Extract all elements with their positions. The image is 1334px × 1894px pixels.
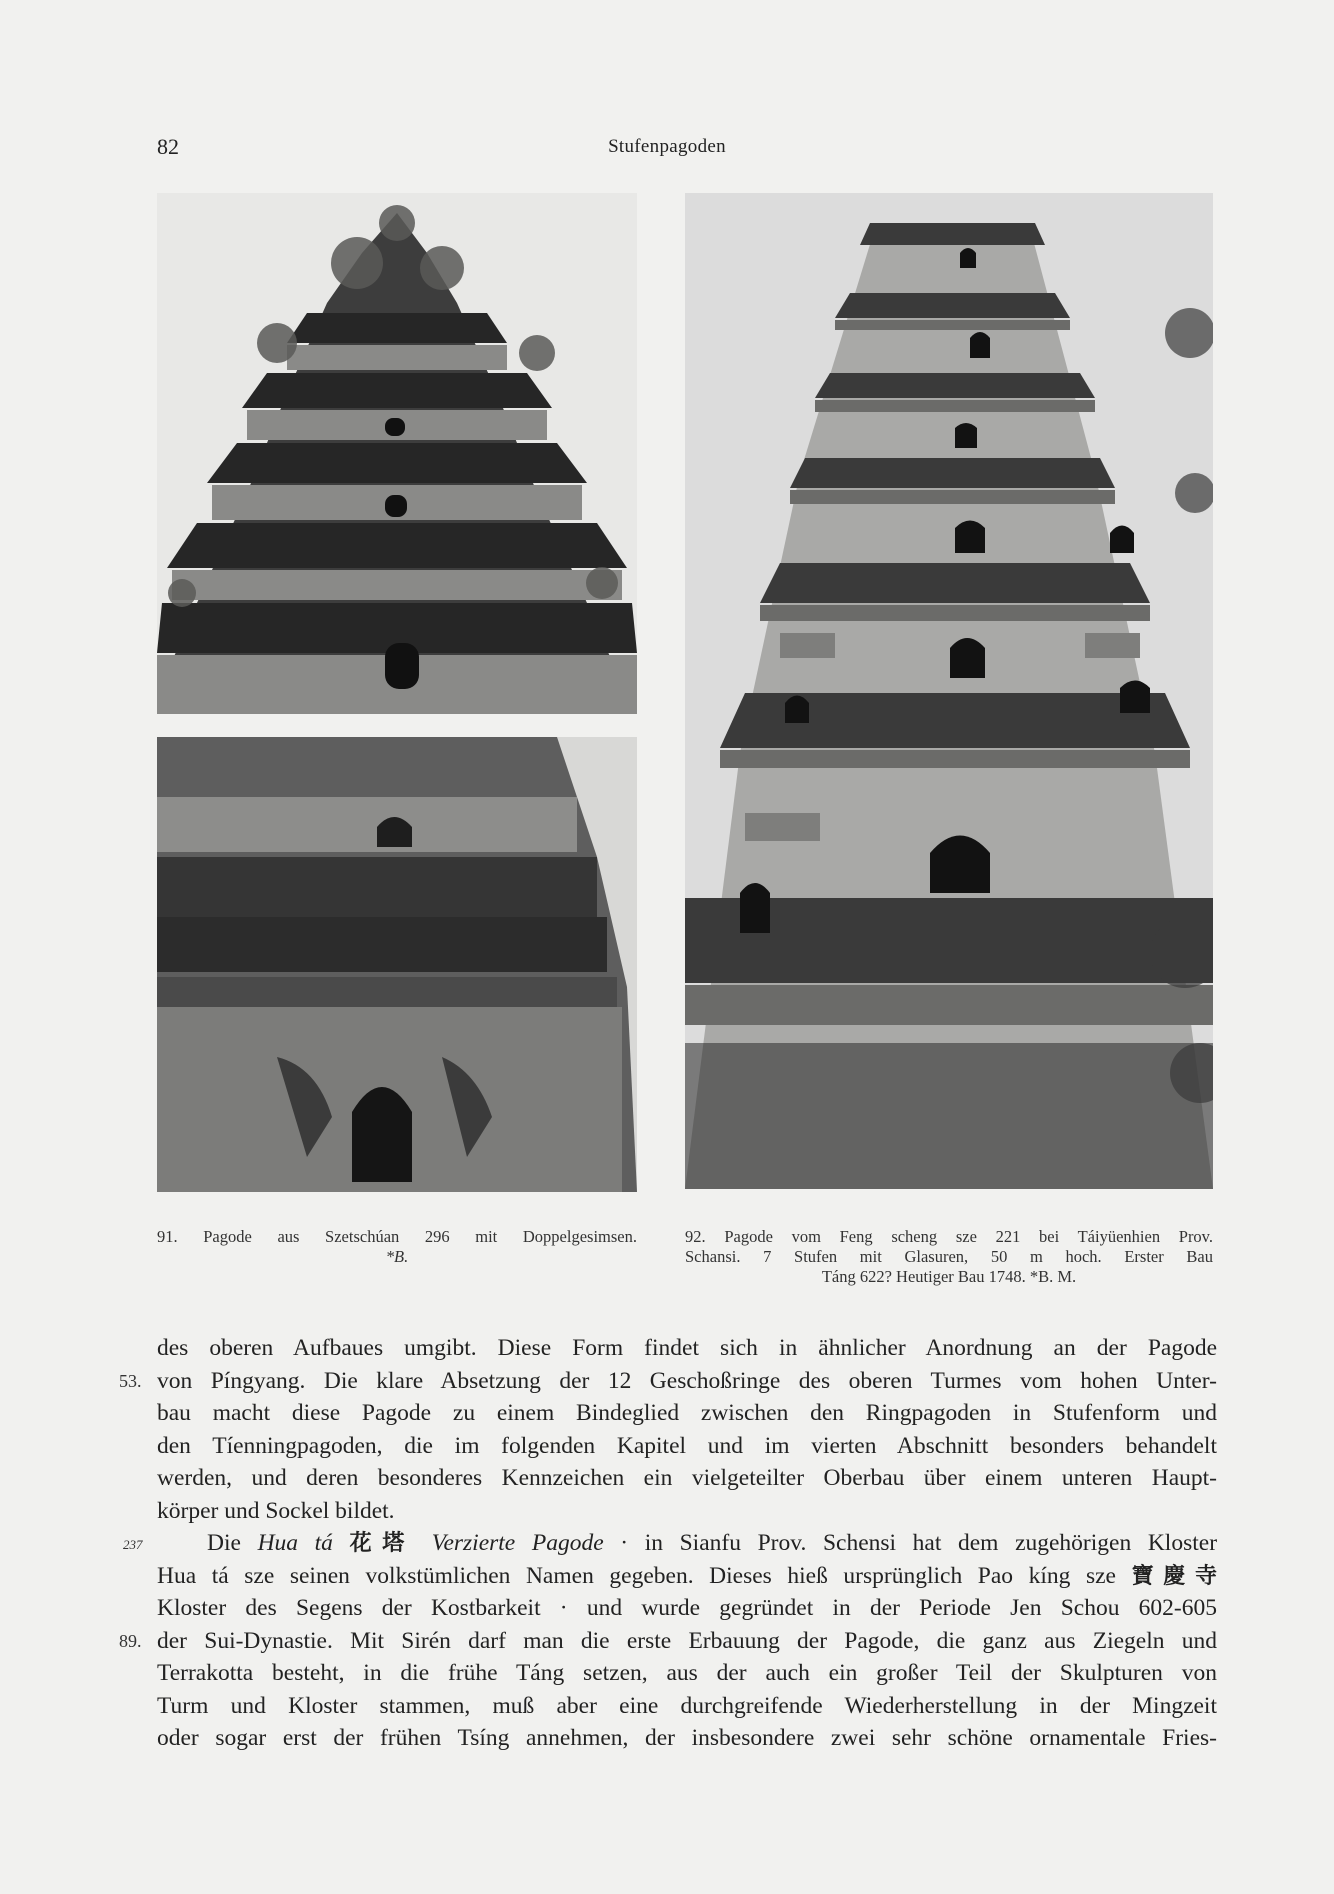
figure-91-credit: *B. <box>385 1247 409 1266</box>
chinese-characters: 寶慶寺 <box>1131 1563 1217 1589</box>
body-text <box>119 1332 1218 1755</box>
figure-91-caption: 91. Pagode aus Szetschúan 296 mit Doppelgesimsen. <box>157 1227 637 1246</box>
text-line: Turm und Kloster stammen, muß aber eine durchgreifende Wiederherstellung in der Mingzeit <box>157 1692 1217 1719</box>
figure-92-caption-line: Schansi. 7 Stufen mit Glasuren, 50 m hoch. Erster Bau <box>685 1247 1213 1266</box>
figure-92-caption-line: Táng 622? Heutiger Bau 1748. *B. M. <box>821 1267 1077 1286</box>
text-line: bau macht diese Pagode zu einem Bindeglied zwischen den Ringpagoden in Stufenform und <box>157 1400 1217 1426</box>
text-line-content: von Píngyang. Die klare Absetzung der 12 Geschoßringe des oberen Turmes vom hohen Unter- <box>157 1367 1217 1394</box>
text-line <box>119 1365 1217 1398</box>
photo-pagoda-feng-scheng-sze <box>685 193 1213 1189</box>
text-line: des oberen Aufbaues umgibt. Diese Form findet sich in ähnlicher Anordnung an der Pagode <box>157 1335 1217 1361</box>
term-translation: Verzierte Pagode <box>431 1530 604 1556</box>
text-line-content: der Sui-Dynastie. Mit Sirén darf man die erste Erbauung der Pagode, die ganz aus Ziegeln und <box>157 1627 1217 1654</box>
text-line: Terrakotta besteht, in die frühe Táng setzen, aus der auch ein großer Teil der Skulpturen von <box>157 1660 1217 1686</box>
text-fragment: · in Sianfu Prov. Schensi hat dem zugehörigen Kloster <box>603 1530 1218 1556</box>
margin-reference: 89. <box>119 1630 142 1651</box>
chinese-characters: 花塔 <box>349 1531 416 1556</box>
text-line <box>157 1560 1217 1593</box>
term-hua-ta: Hua tá <box>257 1530 333 1556</box>
photo-pagoda-szetschuan-detail <box>157 737 637 1192</box>
text-line <box>123 1527 1218 1560</box>
page-number: 82 <box>157 134 179 159</box>
text-line <box>119 1625 1217 1658</box>
running-title: Stufenpagoden <box>608 136 726 157</box>
margin-reference: 237 <box>123 1537 143 1552</box>
figure-92-caption-line: 92. Pagode vom Feng scheng sze 221 bei Táiyüenhien Prov. <box>685 1227 1213 1246</box>
margin-reference: 53. <box>119 1370 142 1391</box>
text-line: körper und Sockel bildet. <box>157 1497 395 1524</box>
figure-92-caption <box>685 1227 1213 1287</box>
text-line: den Tíenningpagoden, die im folgenden Kapitel und im vierten Abschnitt besonders behandelt <box>157 1432 1217 1459</box>
text-line: werden, und deren besonderes Kennzeichen ein vielgeteilter Oberbau über einem unteren Haupt- <box>157 1465 1217 1491</box>
text-line: Kloster des Segens der Kostbarkeit · und wurde gegründet in der Periode Jen Schou 602-605 <box>157 1595 1217 1621</box>
text-fragment: Die <box>207 1530 258 1556</box>
text-line: oder sogar erst der frühen Tsíng annehmen, der insbesondere zwei sehr schöne ornamentale Fries- <box>157 1725 1217 1751</box>
text-fragment: Hua tá sze seinen volkstümlichen Namen gegeben. Dieses hieß ursprünglich Pao kíng sze <box>157 1562 1132 1589</box>
photo-pagoda-szetschuan-top <box>157 193 637 714</box>
